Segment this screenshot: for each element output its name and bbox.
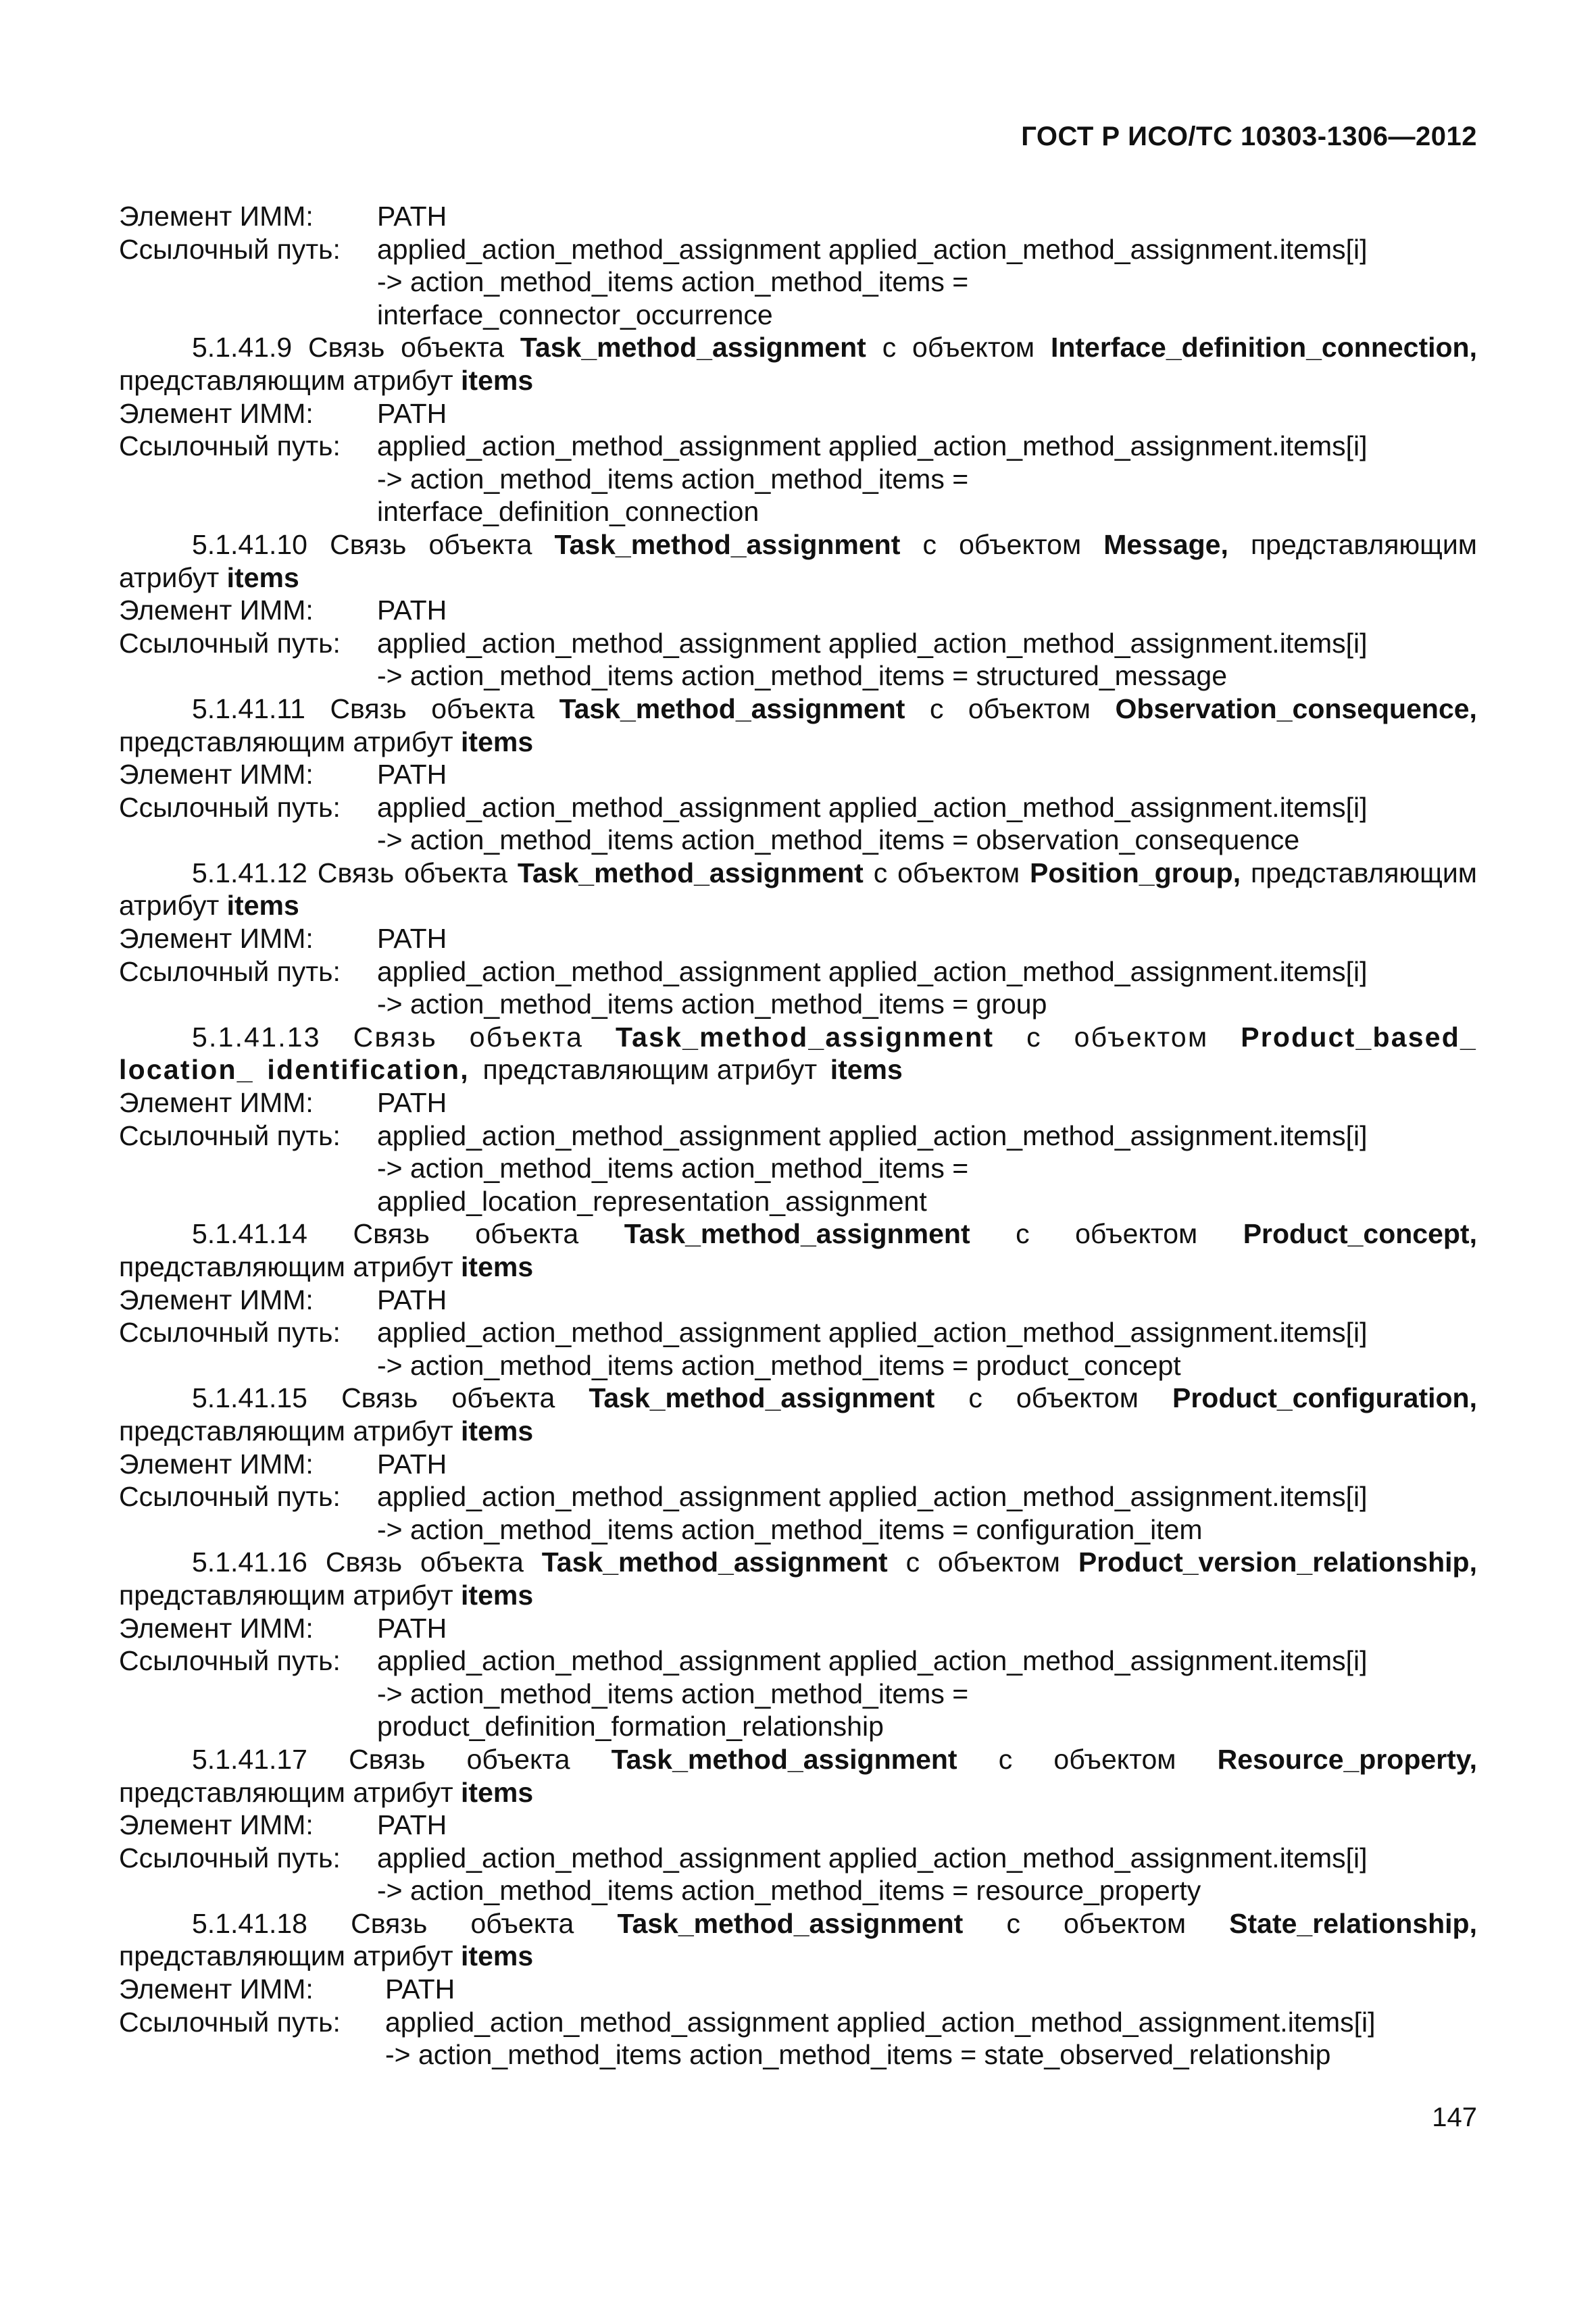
- element-value: PATH: [377, 1612, 447, 1644]
- heading-text: с объектом: [873, 857, 1020, 888]
- target-entity: Interface_definition_connection,: [1050, 332, 1477, 363]
- element-label: Элемент ИММ:: [119, 1612, 314, 1644]
- ref-path-label: Ссылочный путь:: [119, 1120, 341, 1151]
- heading-text: Связь объекта: [308, 332, 505, 363]
- section-heading: [119, 1546, 1477, 1611]
- element-row: [119, 397, 1477, 430]
- ref-path-value: applied_action_method_assignment applied_action_method_assignment.items[i] -> action_method_items action_method_items = interface_connector_occurrence: [377, 233, 1368, 330]
- ref-path-value: applied_action_method_assignment applied_action_method_assignment.items[i] -> action_method_items action_method_items = group: [377, 955, 1368, 1020]
- ref-path-label: Ссылочный путь:: [119, 1317, 341, 1349]
- attribute-name: items: [461, 1776, 534, 1808]
- target-entity: Message,: [1103, 528, 1228, 560]
- element-label: Элемент ИММ:: [119, 759, 314, 790]
- heading-text: Связь объекта: [330, 528, 532, 560]
- entity-name: Task_method_assignment: [624, 1218, 970, 1250]
- attribute-name: items: [461, 1251, 534, 1282]
- ref-path-label: Ссылочный путь:: [119, 1645, 341, 1677]
- ref-path-value: applied_action_method_assignment applied_action_method_assignment.items[i] -> action_method_items action_method_items = configuration_item: [377, 1481, 1368, 1545]
- element-value: PATH: [377, 201, 447, 232]
- section-heading: [119, 693, 1477, 758]
- heading-text: представляющим атрибут: [119, 726, 453, 757]
- attribute-name: items: [461, 726, 534, 757]
- ref-path-value: applied_action_method_assignment applied_action_method_assignment.items[i] -> action_method_items action_method_items = applied_location_representation_assignment: [377, 1120, 1368, 1217]
- entity-name: Task_method_assignment: [520, 332, 866, 363]
- element-row: [119, 1086, 1477, 1120]
- section: [119, 1217, 1477, 1382]
- element-value: PATH: [385, 1973, 455, 2005]
- ref-path-row: [119, 430, 1477, 528]
- ref-path-row: [119, 1644, 1477, 1743]
- target-entity: Observation_consequence,: [1115, 693, 1477, 724]
- element-label: Элемент ИММ:: [119, 397, 314, 429]
- section-number: 5.1.41.16: [192, 1546, 307, 1578]
- section: [119, 1743, 1477, 1907]
- element-label: Элемент ИММ:: [119, 595, 314, 626]
- heading-text: Связь объекта: [349, 1743, 570, 1775]
- element-row: [119, 1612, 1477, 1645]
- entity-name: Task_method_assignment: [615, 1021, 995, 1053]
- attribute-name: items: [461, 1415, 534, 1447]
- element-row: [119, 1973, 1477, 2006]
- heading-text: с объектом: [882, 332, 1035, 363]
- heading-text: Связь объекта: [317, 857, 507, 888]
- ref-path-label: Ссылочный путь:: [119, 627, 341, 659]
- heading-text: представляющим атрибут: [119, 1251, 453, 1282]
- section-number: 5.1.41.15: [192, 1382, 307, 1414]
- heading-text: Связь объекта: [353, 1021, 584, 1053]
- entity-name: Task_method_assignment: [611, 1743, 957, 1775]
- target-entity: Product_concept,: [1243, 1218, 1477, 1250]
- element-label: Элемент ИММ:: [119, 1973, 314, 2005]
- target-entity: Product_version_relationship,: [1078, 1546, 1477, 1578]
- ref-path-row: [119, 627, 1477, 693]
- heading-text: Связь объекта: [353, 1218, 579, 1250]
- entity-name: Task_method_assignment: [617, 1907, 964, 1939]
- heading-text: представляющим атрибут: [119, 1415, 453, 1447]
- element-row: [119, 758, 1477, 791]
- section-heading: [119, 1382, 1477, 1447]
- heading-text: Связь объекта: [330, 693, 535, 724]
- attribute-name: items: [830, 1054, 903, 1086]
- element-label: Элемент ИММ:: [119, 1809, 314, 1841]
- document-header: ГОСТ Р ИСО/ТС 10303-1306—2012: [1021, 122, 1477, 151]
- heading-text: Связь объекта: [341, 1382, 555, 1414]
- heading-text: с объектом: [1026, 1021, 1209, 1053]
- target-entity: State_relationship,: [1229, 1907, 1477, 1939]
- entity-name: Task_method_assignment: [589, 1382, 935, 1414]
- ref-path-label: Ссылочный путь:: [119, 430, 341, 462]
- heading-text: с объектом: [905, 1546, 1060, 1578]
- section: [119, 857, 1477, 1021]
- ref-path-label: Ссылочный путь:: [119, 1481, 341, 1513]
- heading-text: Связь объекта: [325, 1546, 524, 1578]
- section-number: 5.1.41.17: [192, 1743, 307, 1775]
- element-label: Элемент ИММ:: [119, 923, 314, 955]
- section-number: 5.1.41.14: [192, 1218, 307, 1250]
- element-value: PATH: [377, 595, 447, 626]
- heading-text: с объектом: [1006, 1907, 1187, 1939]
- element-row: [119, 922, 1477, 955]
- ref-path-value: applied_action_method_assignment applied_action_method_assignment.items[i] -> action_method_items action_method_items = interface_definition_connection: [377, 430, 1368, 528]
- section: [119, 331, 1477, 528]
- section-number: 5.1.41.11: [192, 693, 305, 724]
- heading-text: представляющим атрибут: [119, 1776, 453, 1808]
- element-value: PATH: [377, 759, 447, 790]
- attribute-name: items: [461, 1940, 534, 1972]
- attribute-name: items: [226, 890, 299, 922]
- ref-path-row: [119, 1842, 1477, 1907]
- ref-path-label: Ссылочный путь:: [119, 233, 341, 265]
- element-value: PATH: [377, 1284, 447, 1315]
- ref-path-row: [119, 2006, 1477, 2071]
- heading-text: представляющим атрибут: [119, 857, 1477, 922]
- element-row: [119, 1448, 1477, 1481]
- section-number: 5.1.41.12: [192, 857, 307, 888]
- document-body: [119, 200, 1477, 2071]
- ref-path-value: applied_action_method_assignment applied_action_method_assignment.items[i] -> action_method_items action_method_items = state_observed_relationship: [385, 2006, 1376, 2071]
- ref-path-row: [119, 955, 1477, 1021]
- ref-path-label: Ссылочный путь:: [119, 1842, 341, 1873]
- entity-name: Task_method_assignment: [517, 857, 864, 888]
- section-heading: [119, 1743, 1477, 1809]
- element-row: [119, 594, 1477, 627]
- section-heading: [119, 528, 1477, 594]
- section: [119, 1382, 1477, 1546]
- ref-path-row: [119, 791, 1477, 857]
- section-heading: [119, 1021, 1477, 1086]
- heading-text: представляющим атрибут: [119, 1940, 453, 1972]
- element-value: PATH: [377, 923, 447, 955]
- section: [119, 693, 1477, 857]
- ref-path-row: [119, 233, 1477, 332]
- element-label: Элемент ИММ:: [119, 1448, 314, 1480]
- target-entity: Product_configuration,: [1172, 1382, 1477, 1414]
- ref-path-value: applied_action_method_assignment applied_action_method_assignment.items[i] -> action_method_items action_method_items = product_definition_formation_relationship: [377, 1645, 1368, 1742]
- ref-path-value: applied_action_method_assignment applied_action_method_assignment.items[i] -> action_method_items action_method_items = resource_property: [377, 1842, 1368, 1907]
- section-heading: [119, 857, 1477, 922]
- attribute-name: items: [461, 364, 534, 396]
- heading-text: представляющим атрибут: [119, 1579, 453, 1611]
- section-number: 5.1.41.9: [192, 332, 293, 363]
- section: [119, 1546, 1477, 1743]
- heading-text: с объектом: [922, 528, 1082, 560]
- element-value: PATH: [377, 1448, 447, 1480]
- page-number: 147: [1432, 2103, 1477, 2132]
- target-entity: Position_group,: [1030, 857, 1241, 888]
- element-value: PATH: [377, 1087, 447, 1119]
- heading-text: с объектом: [968, 1382, 1139, 1414]
- heading-text: с объектом: [929, 693, 1091, 724]
- target-entity: Resource_property,: [1217, 1743, 1477, 1775]
- ref-path-value: applied_action_method_assignment applied_action_method_assignment.items[i] -> action_method_items action_method_items = structured_message: [377, 627, 1368, 692]
- ref-path-label: Ссылочный путь:: [119, 955, 341, 987]
- section-heading: [119, 1907, 1477, 1973]
- element-row: [119, 1284, 1477, 1317]
- entity-name: Task_method_assignment: [541, 1546, 888, 1578]
- ref-path-value: applied_action_method_assignment applied_action_method_assignment.items[i] -> action_method_items action_method_items = observation_consequence: [377, 791, 1368, 856]
- attribute-name: items: [461, 1579, 534, 1611]
- section-number: 5.1.41.13: [192, 1021, 321, 1053]
- section: [119, 1907, 1477, 2071]
- element-label: Элемент ИММ:: [119, 201, 314, 232]
- heading-text: представляющим атрибут: [482, 1054, 818, 1086]
- element-label: Элемент ИММ:: [119, 1284, 314, 1315]
- entity-name: Task_method_assignment: [559, 693, 905, 724]
- section-heading: [119, 331, 1477, 397]
- ref-path-label: Ссылочный путь:: [119, 791, 341, 823]
- section-number: 5.1.41.10: [192, 528, 307, 560]
- heading-text: с объектом: [1016, 1218, 1198, 1250]
- ref-path-row: [119, 1316, 1477, 1382]
- section-heading: [119, 1217, 1477, 1283]
- section: [119, 1021, 1477, 1218]
- element-row: [119, 200, 1477, 233]
- ref-path-row: [119, 1480, 1477, 1546]
- attribute-name: items: [226, 561, 299, 593]
- element-value: PATH: [377, 397, 447, 429]
- element-row: [119, 1809, 1477, 1842]
- heading-text: представляющим атрибут: [119, 364, 453, 396]
- ref-path-row: [119, 1120, 1477, 1218]
- target-entity: Product_based_ location_ identification,: [119, 1021, 1477, 1086]
- element-label: Элемент ИММ:: [119, 1087, 314, 1119]
- section: [119, 528, 1477, 693]
- heading-text: с объектом: [998, 1743, 1176, 1775]
- heading-text: представляющим атрибут: [119, 528, 1477, 593]
- element-value: PATH: [377, 1809, 447, 1841]
- heading-text: Связь объекта: [351, 1907, 574, 1939]
- entity-name: Task_method_assignment: [554, 528, 901, 560]
- ref-path-label: Ссылочный путь:: [119, 2006, 341, 2038]
- section-number: 5.1.41.18: [192, 1907, 307, 1939]
- ref-path-value: applied_action_method_assignment applied_action_method_assignment.items[i] -> action_method_items action_method_items = product_concept: [377, 1317, 1368, 1381]
